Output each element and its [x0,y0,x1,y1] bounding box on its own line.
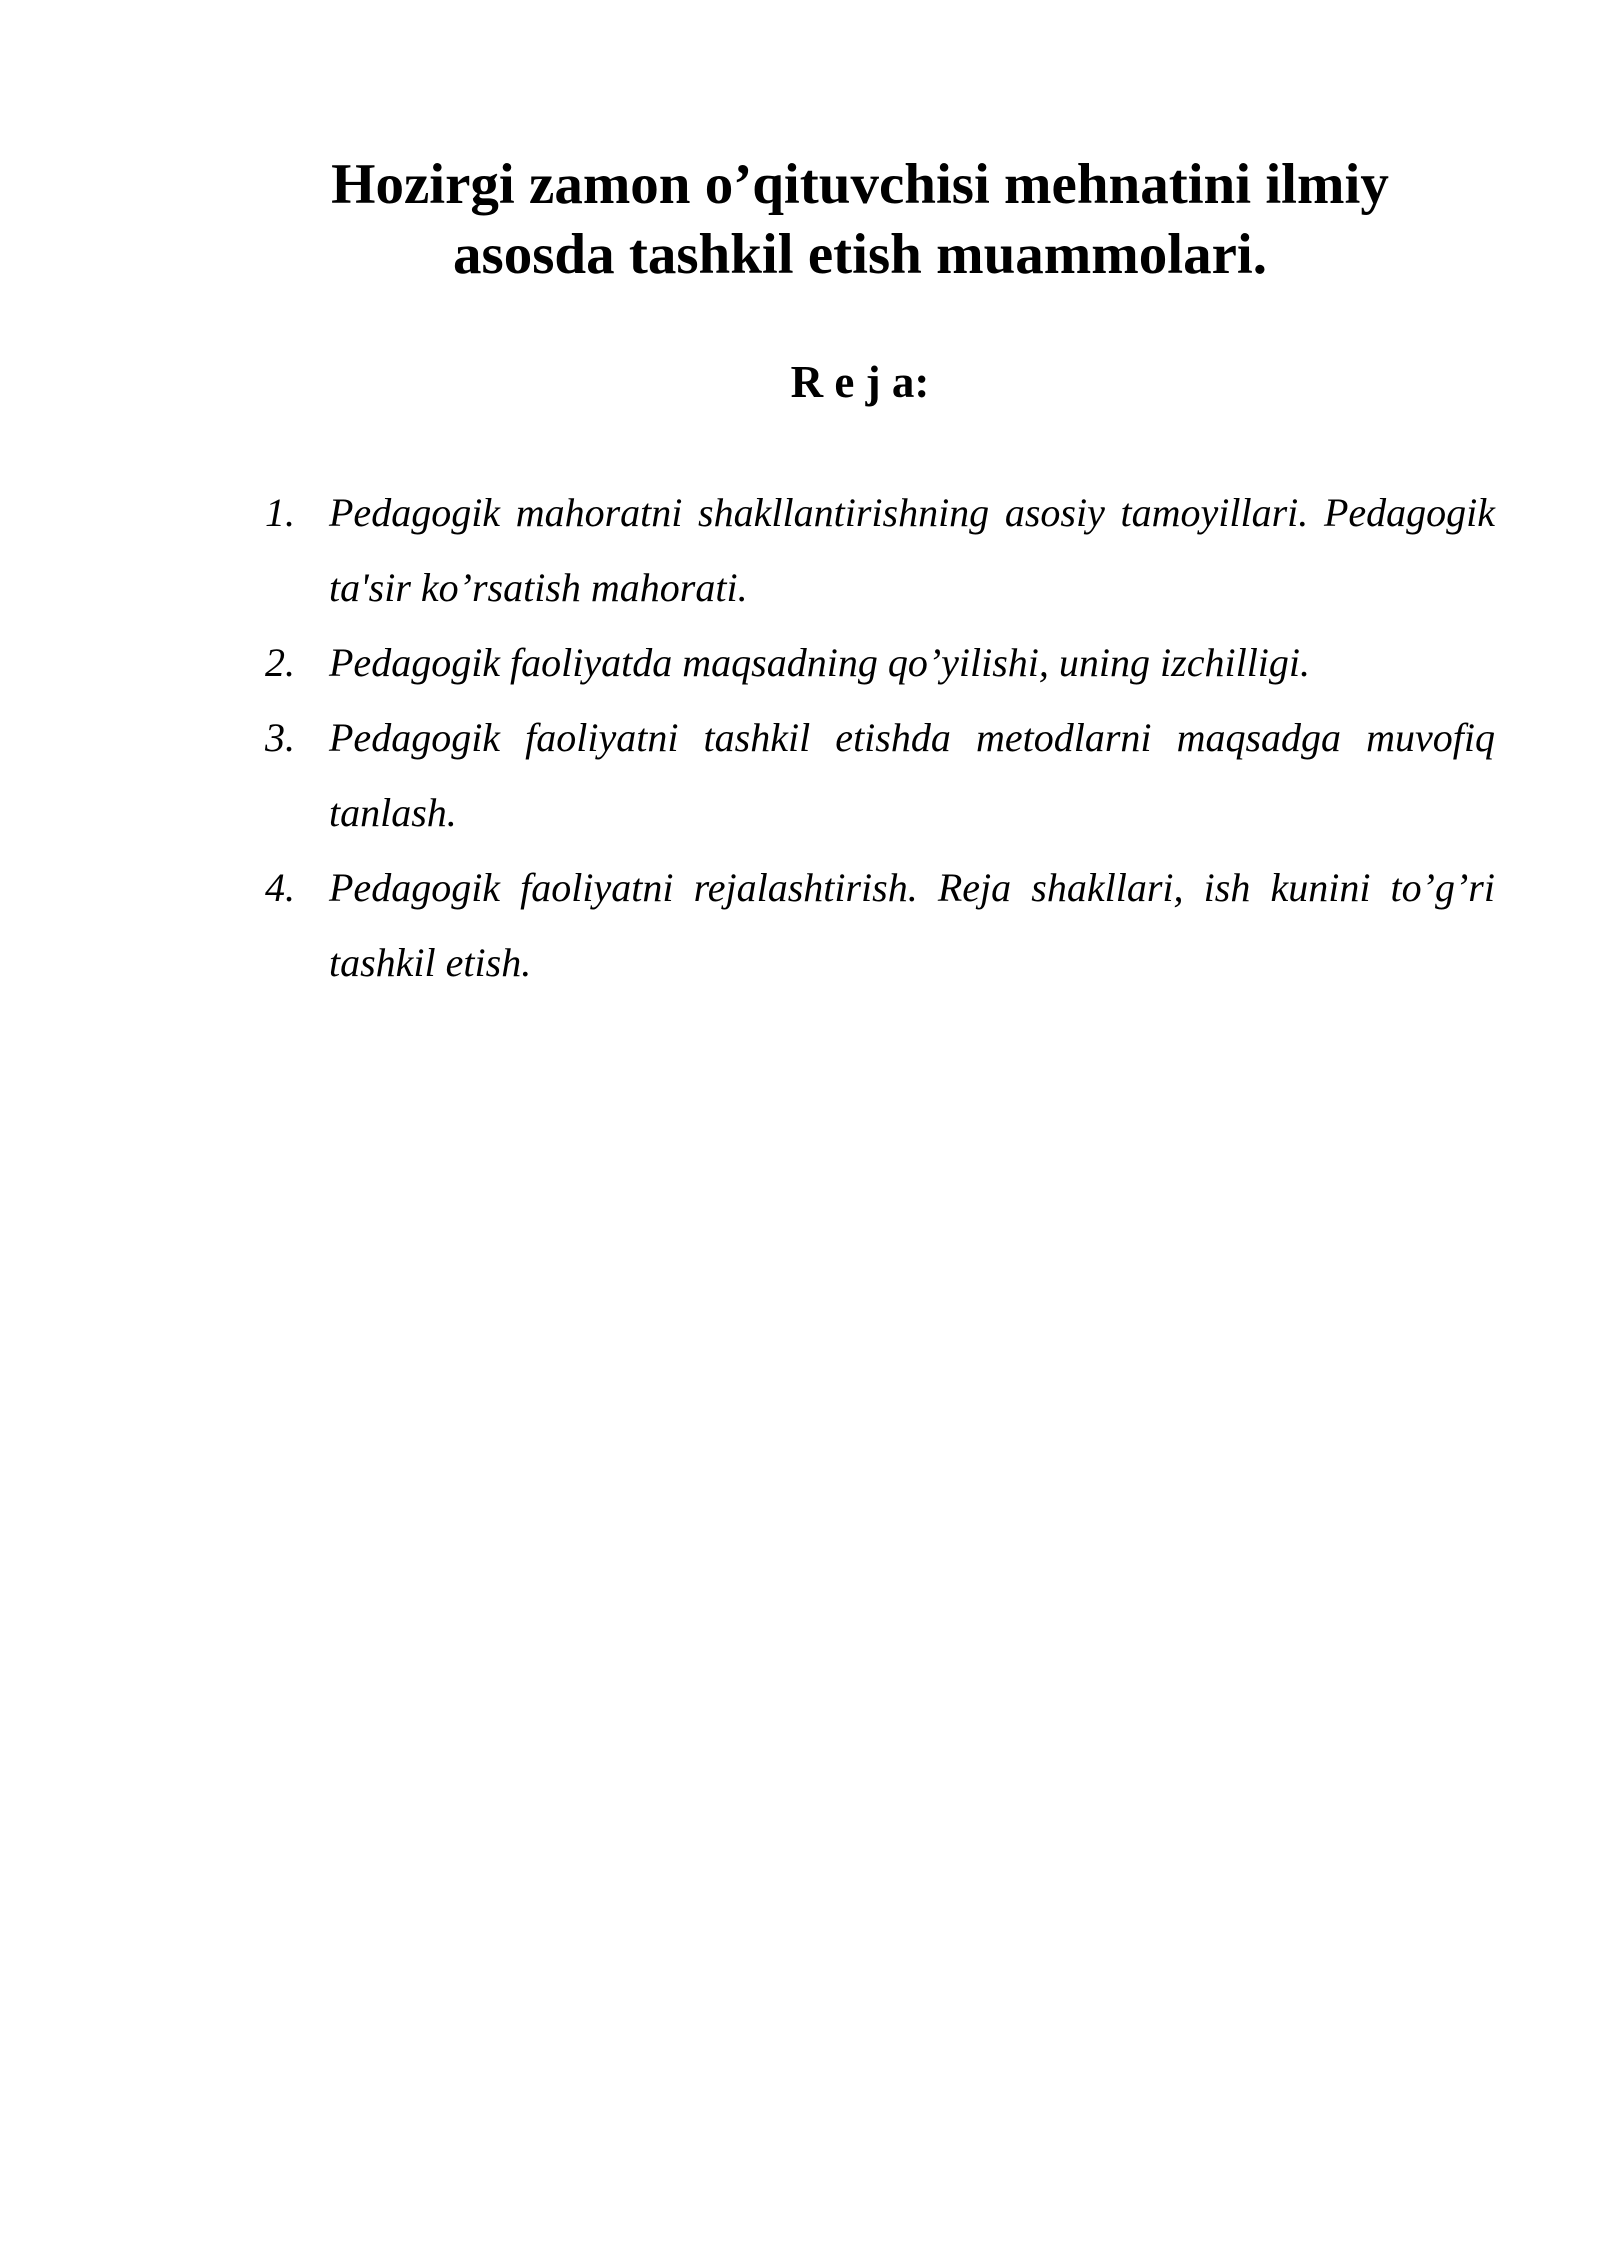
plan-item-2 [265,625,1495,700]
plan-item-number: 1. [265,490,295,535]
plan-item-number: 4. [265,865,295,910]
plan-item-text: Pedagogik faoliyatni tashkil etishda metodlarni maqsadga muvofiq tanlash. [329,715,1495,835]
plan-item-3 [265,700,1495,850]
plan-item-4 [265,850,1495,1000]
plan-item-text: Pedagogik mahoratni shakllantirishning asosiy tamoyillari. Pedagogik ta'sir ko’rsatish mahorati. [329,490,1495,610]
plan-item-text: Pedagogik faoliyatda maqsadning qo’yilishi, uning izchilligi. [329,640,1311,685]
plan-item-number: 3. [265,715,295,760]
plan-item-text: Pedagogik faoliyatni rejalashtirish. Reja shakllari, ish kunini to’g’ri tashkil etish. [329,865,1495,985]
plan-heading: R e j a: [790,357,930,407]
title-line-2: asosda tashkil etish muammolari. [453,223,1267,286]
document-title [250,150,1470,290]
plan-item-number: 2. [265,640,295,685]
plan-list [265,475,1495,1000]
title-line-1: Hozirgi zamon o’qituvchisi mehnatini ilmiy [331,153,1389,216]
plan-item-1 [265,475,1495,625]
